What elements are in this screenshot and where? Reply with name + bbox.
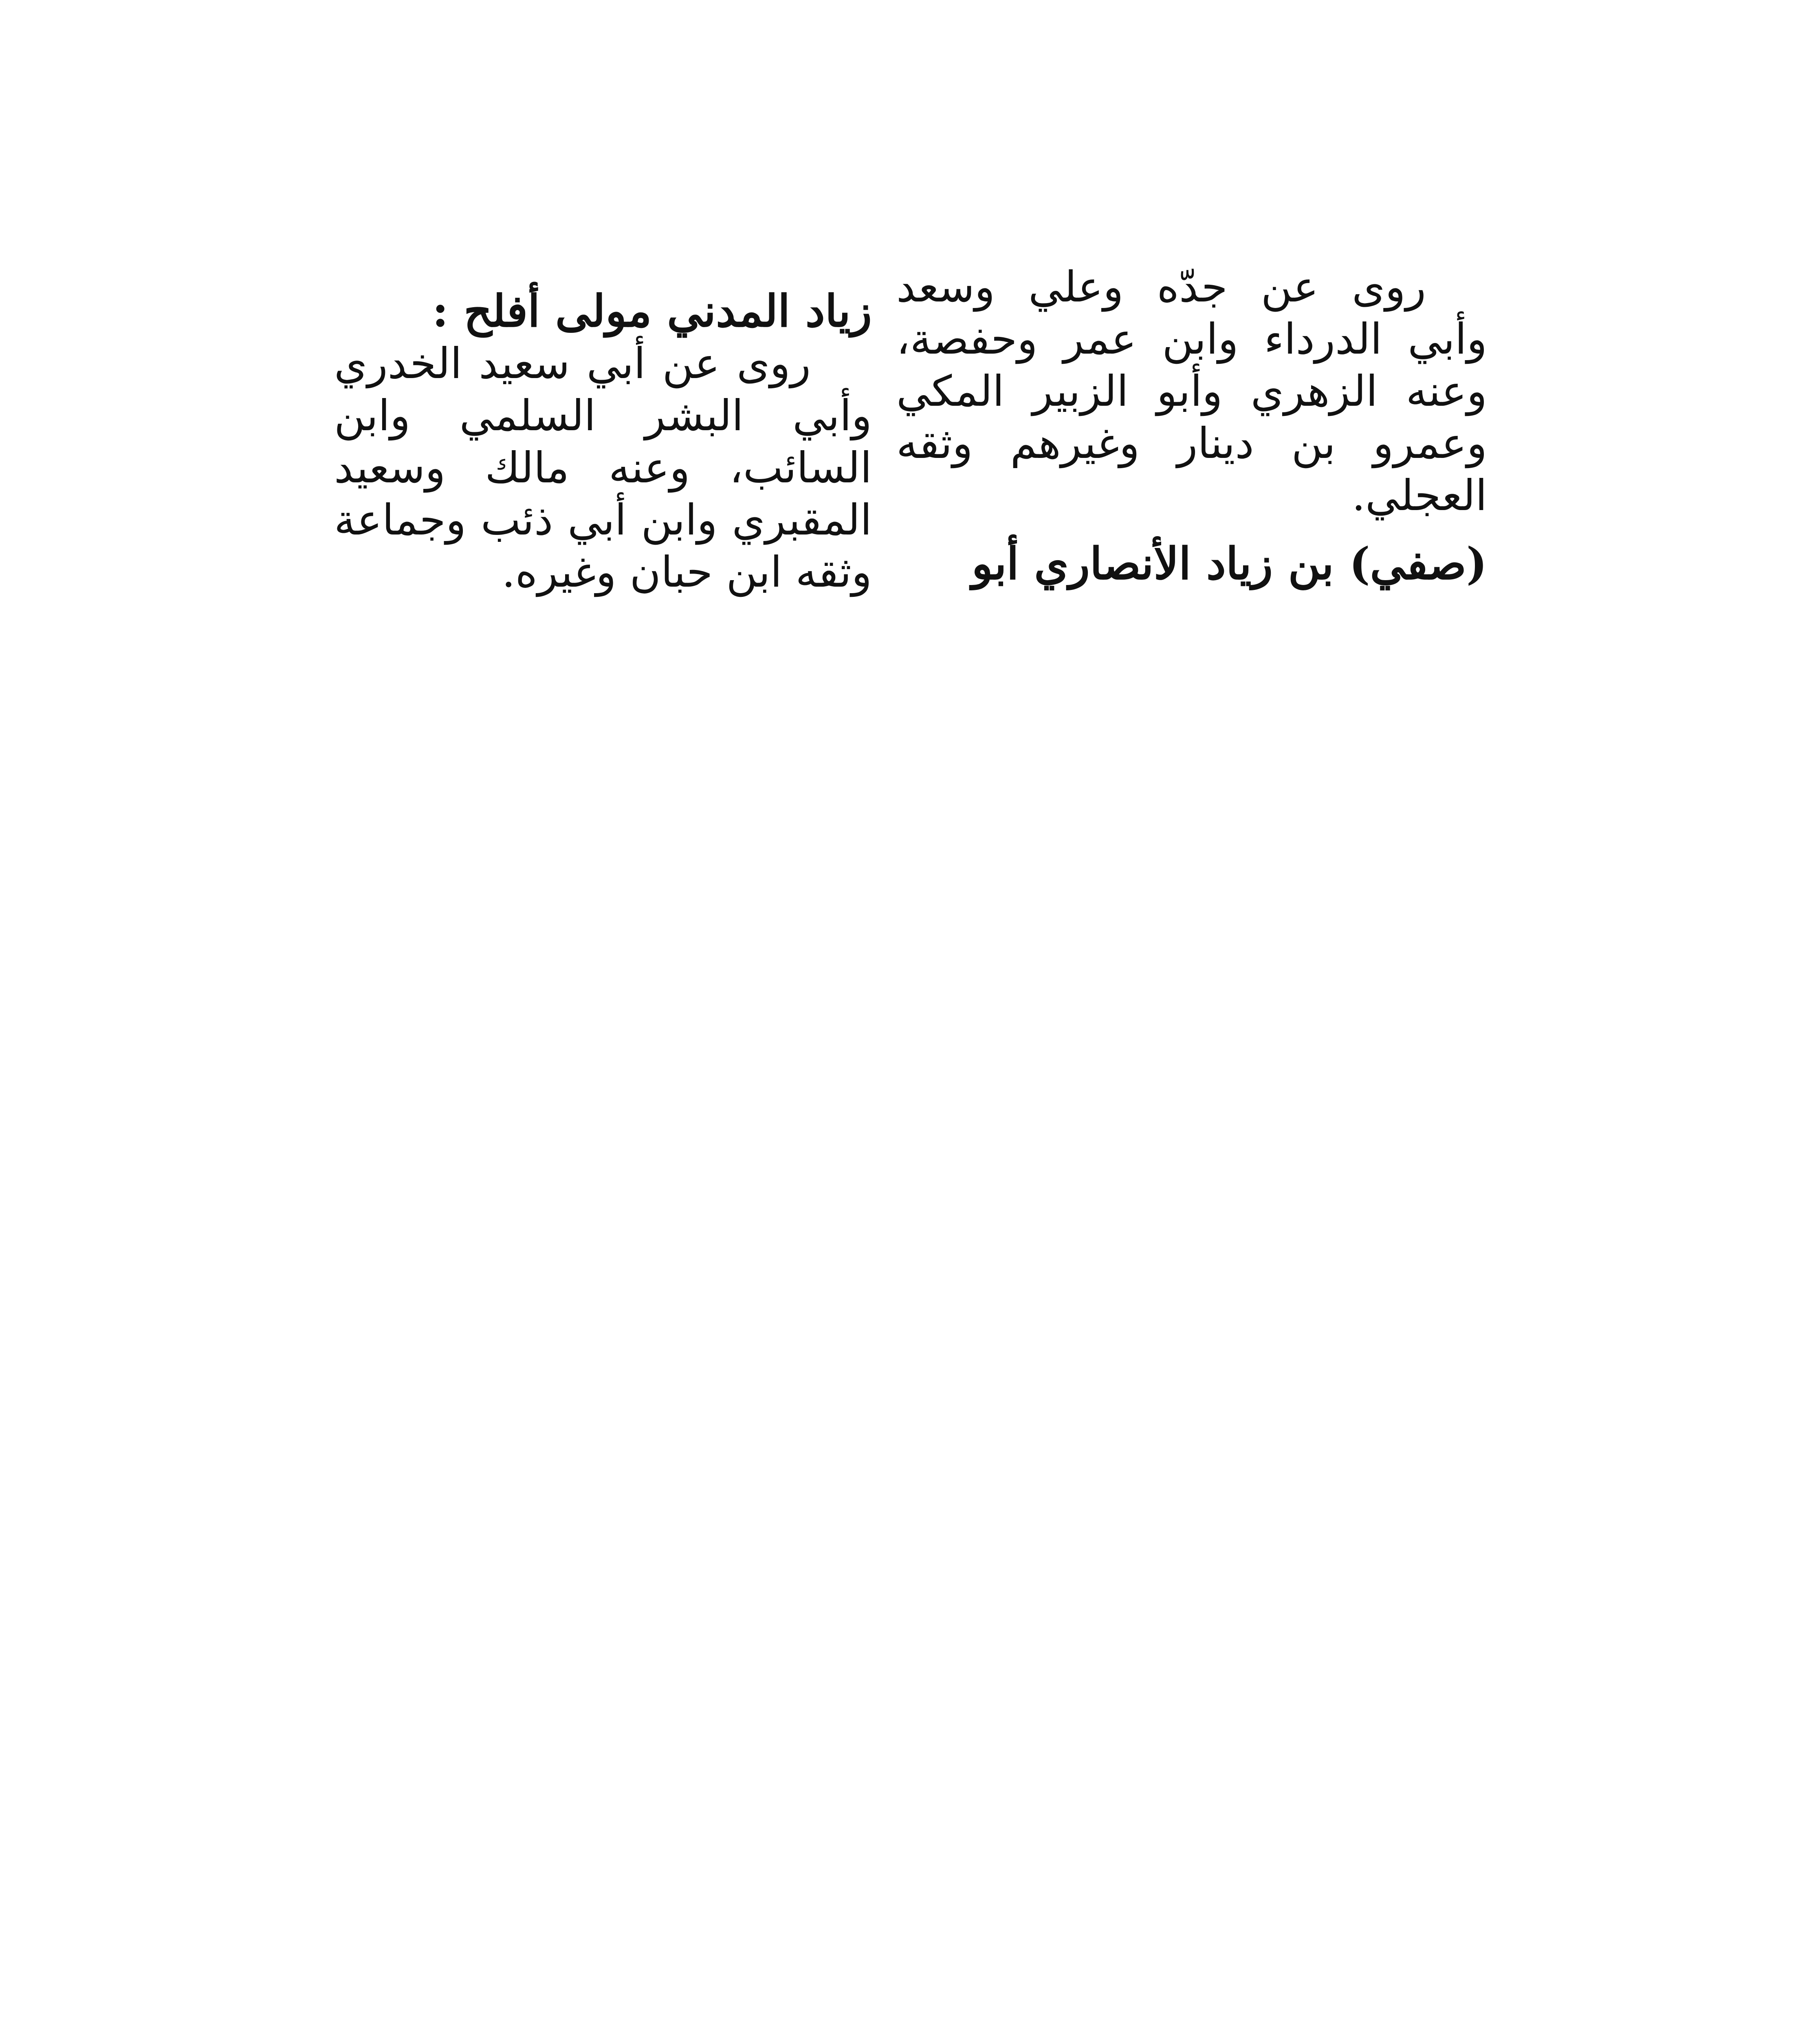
left-column — [334, 285, 872, 598]
right-column-paragraph: روى عن جدّه وعلي وسعد وأبي الدرداء وابن عمر وحفصة، وعنه الزهري وأبو الزبير المكي وعمرو بن دينار وغيرهم وثقه العجلي. — [896, 262, 1487, 520]
right-column — [896, 261, 1487, 590]
left-column-paragraph: روى عن أبي سعيد الخدري وأبي البشر السلمي وابن السائب، وعنه مالك وسعيد المقبري وابن أبي ذئب وجماعة وثقه ابن حبان وغيره. — [334, 339, 872, 597]
left-column-entry-heading: زياد المدني مولى أفلح : — [432, 286, 872, 337]
right-column-entry-heading: (صفي) بن زياد الأنصاري أبو — [971, 538, 1487, 590]
